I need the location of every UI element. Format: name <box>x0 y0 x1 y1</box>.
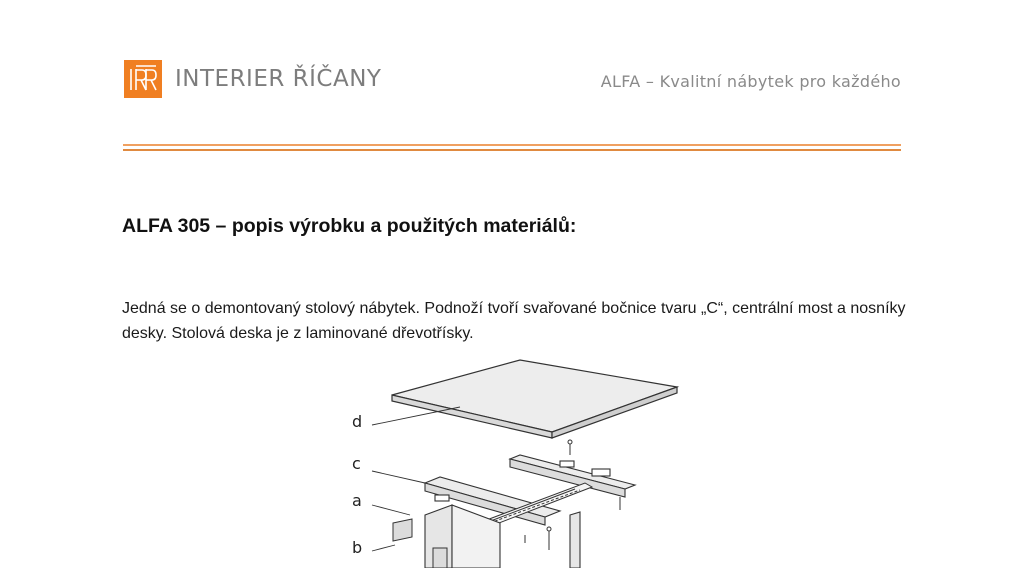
company-name: INTERIER ŘÍČANY <box>175 66 382 92</box>
header-divider-top <box>123 144 901 146</box>
assembly-diagram <box>330 355 690 568</box>
document-paragraph: Jedná se o demontovaný stolový nábytek. Podnoží tvoří svařované bočnice tvaru „C“, centrální most a nosníky desky. Stolová deska je z laminované dřevotřísky. <box>122 300 906 342</box>
tabletop-part <box>392 360 677 438</box>
label-d: d <box>352 412 363 431</box>
header-tagline: ALFA – Kvalitní nábytek pro každého <box>600 72 901 91</box>
logo-mark-icon <box>124 60 162 98</box>
label-c: c <box>352 454 361 473</box>
header-divider-bottom <box>123 149 901 151</box>
end-cap-part <box>393 519 412 541</box>
foot-part <box>433 548 447 568</box>
label-a: a <box>352 491 362 510</box>
company-logo <box>124 60 381 98</box>
document-title: ALFA 305 – popis výrobku a použitých materiálů: <box>122 215 577 237</box>
label-b: b <box>352 538 363 557</box>
